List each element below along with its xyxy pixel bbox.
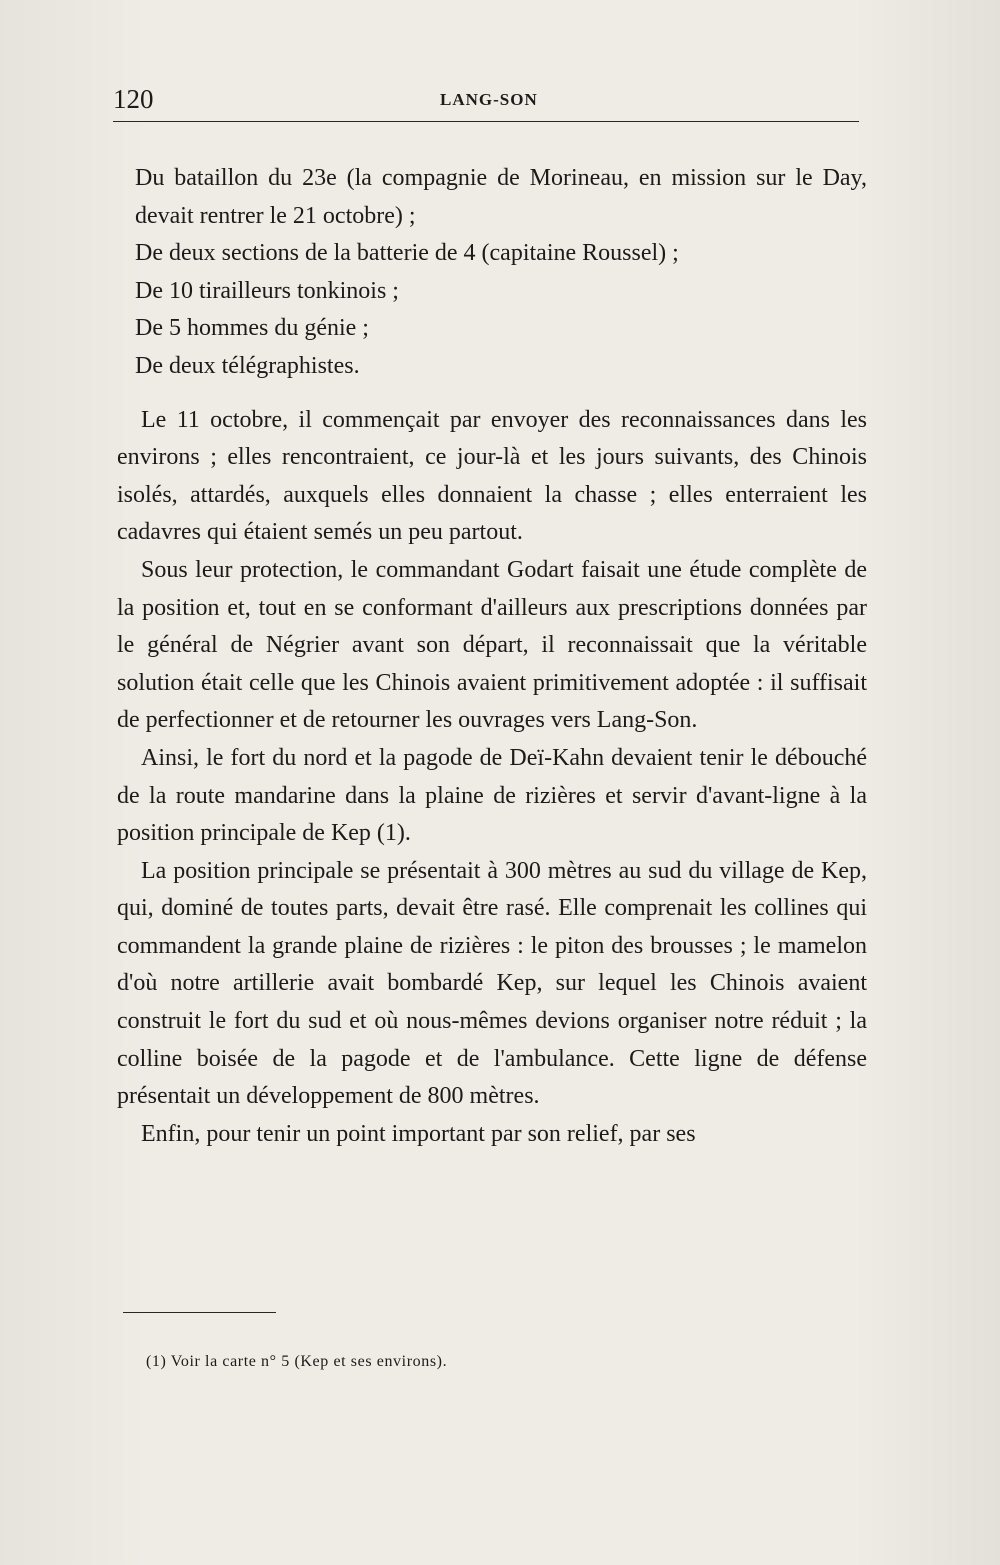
roster-line: De 10 tirailleurs tonkinois ; [135, 277, 399, 304]
paragraph: La position principale se présentait à 300 mètres au sud du village de Kep, qui, dominé de toutes parts, devait être rasé. Elle comprenait les collines qui commandent la grande plaine de rizières : le piton des brousses ; le mamelon d'où notre artillerie avait bombardé Kep, sur lequel les Chinois avaient construit le fort du sud et où nous-mêmes devions organiser notre réduit ; la colline boisée de la pagode et de l'ambulance. Cette ligne de défense présentait un développement de 800 mètres. [117, 857, 867, 1110]
roster-line: Du bataillon du 23e (la compagnie de Morineau, en mission sur le Day, devait rentrer le 21 octobre) ; [135, 165, 867, 229]
body-text [117, 160, 867, 1153]
paragraph: Sous leur protection, le commandant Godart faisait une étude complète de la position et, tout en se conformant d'ailleurs aux prescriptions données par le général de Négrier avant son départ, il reconnaissait que la véritable solution était celle que les Chinois avaient primitivement adoptée : il suffisait de perfectionner et de retourner les ouvrages vers Lang-Son. [117, 556, 867, 734]
running-title: LANG-SON [440, 90, 538, 109]
roster-line: De 5 hommes du génie ; [135, 315, 369, 342]
paragraph-gap [117, 386, 867, 402]
footnote: (1) Voir la carte n° 5 (Kep et ses environs). [146, 1353, 448, 1370]
footnote-rule [123, 1312, 276, 1313]
page-number: 120 [113, 84, 154, 114]
page-header [113, 84, 860, 118]
paragraph: Ainsi, le fort du nord et la pagode de Deï-Kahn devaient tenir le débouché de la route mandarine dans la plaine de rizières et servir d'avant-ligne à la position principale de Kep (1). [117, 744, 867, 847]
header-rule [113, 121, 859, 122]
roster-line: De deux sections de la batterie de 4 (capitaine Roussel) ; [135, 240, 679, 267]
paragraph: Enfin, pour tenir un point important par son relief, par ses [141, 1120, 696, 1147]
paragraph: Le 11 octobre, il commençait par envoyer des reconnaissances dans les environs ; elles rencontraient, ce jour-là et les jours suivants, des Chinois isolés, attardés, auxquels elles donnaient la chasse ; elles enterraient les cadavres qui étaient semés un peu partout. [117, 406, 867, 546]
troop-roster [117, 160, 867, 386]
roster-line: De deux télégraphistes. [135, 352, 360, 379]
